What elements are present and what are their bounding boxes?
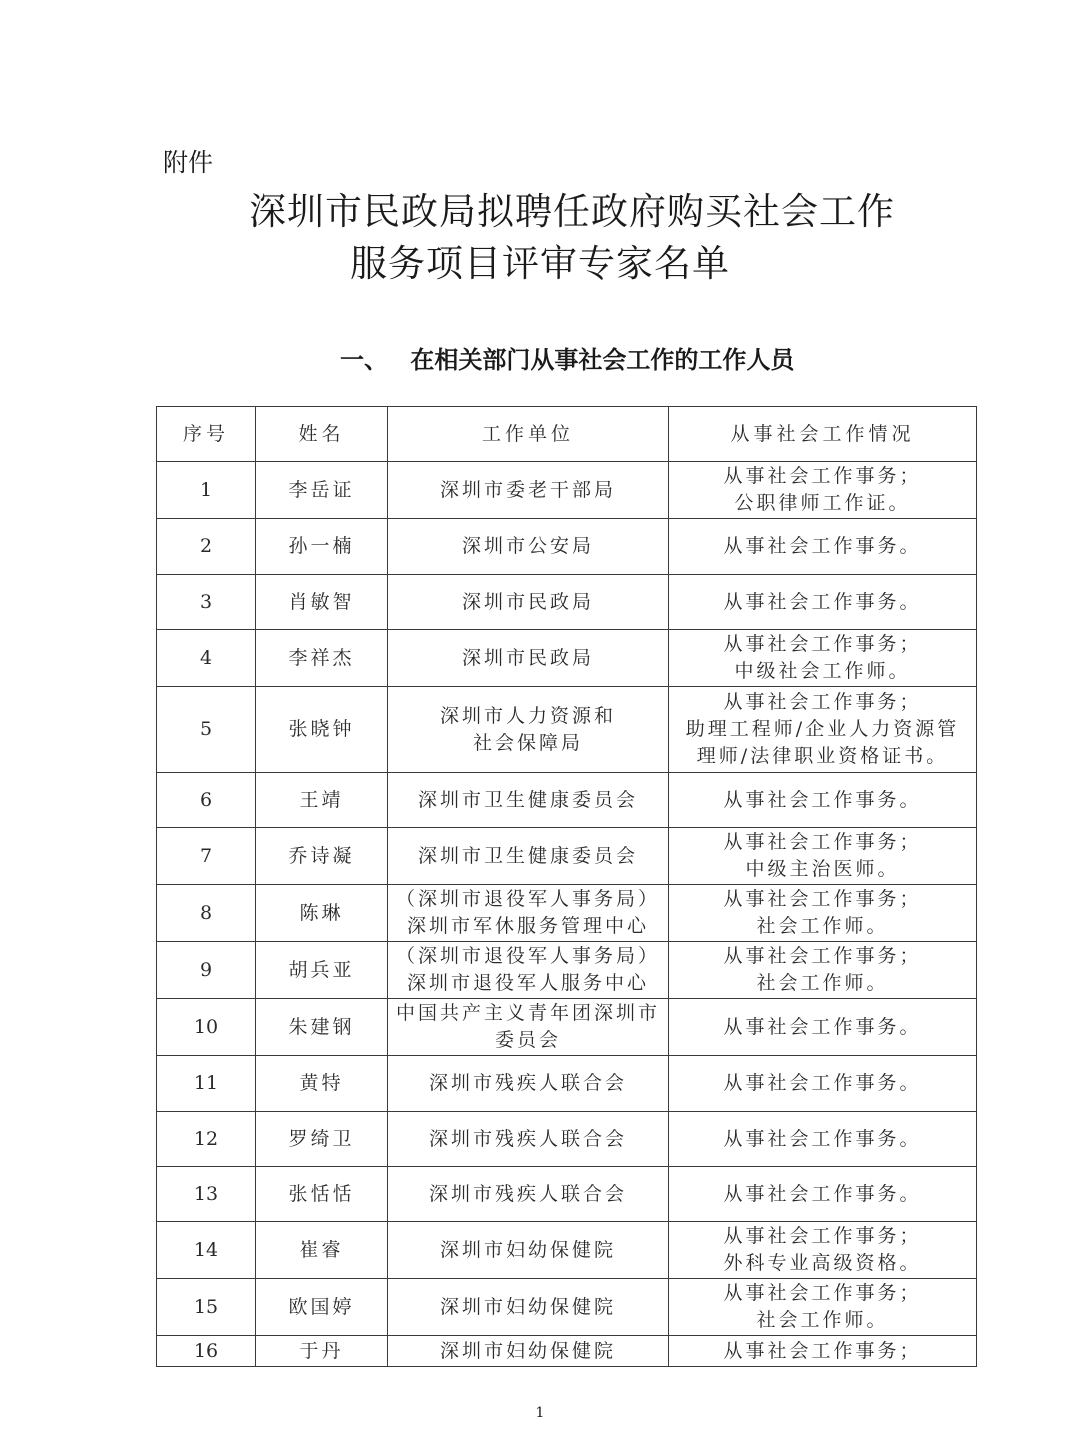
details-line: 从事社会工作事务； <box>723 831 922 853</box>
row-work-unit <box>388 1222 669 1279</box>
table-row <box>157 1056 977 1112</box>
row-social-work-details <box>669 1056 977 1112</box>
row-work-unit <box>388 1112 669 1167</box>
table-row <box>157 462 977 519</box>
row-social-work-details <box>669 575 977 630</box>
details-line: 从事社会工作事务； <box>723 465 922 487</box>
work-unit-line: 深圳市卫生健康委员会 <box>417 788 638 811</box>
details-line: 社会工作师。 <box>756 1309 889 1331</box>
row-work-unit <box>388 1336 669 1367</box>
details-line: 从事社会工作事务； <box>723 1282 922 1304</box>
row-index: 6 <box>157 773 256 828</box>
table-row <box>157 885 977 942</box>
row-social-work-details <box>669 1336 977 1367</box>
row-work-unit <box>388 1167 669 1222</box>
row-social-work-details <box>669 687 977 773</box>
row-index: 15 <box>157 1279 256 1336</box>
row-social-work-details <box>669 999 977 1056</box>
row-name: 孙一楠 <box>256 519 388 575</box>
work-unit-line: 深圳市人力资源和 <box>439 704 616 727</box>
work-unit-line: 深圳市民政局 <box>461 590 594 613</box>
work-unit-line: 深圳市委老干部局 <box>439 478 616 501</box>
attachment-label: 附件 <box>163 148 214 177</box>
row-index: 4 <box>157 630 256 687</box>
section-title: 在相关部门从事社会工作的工作人员 <box>410 346 795 374</box>
row-work-unit <box>388 1279 669 1336</box>
row-index: 1 <box>157 462 256 519</box>
table-row <box>157 575 977 630</box>
work-unit-line: 深圳市军休服务管理中心 <box>406 915 649 937</box>
row-index: 3 <box>157 575 256 630</box>
row-work-unit <box>388 773 669 828</box>
row-name: 于丹 <box>256 1336 388 1367</box>
details-line: 理师/法律职业资格证书。 <box>696 745 949 767</box>
work-unit-line: 深圳市妇幼保健院 <box>439 1238 616 1261</box>
work-unit-line: 委员会 <box>494 1029 561 1051</box>
details-line: 社会工作师。 <box>756 972 889 994</box>
details-line: 从事社会工作事务； <box>723 1225 922 1247</box>
row-work-unit <box>388 828 669 885</box>
row-social-work-details <box>669 519 977 575</box>
row-work-unit <box>388 999 669 1056</box>
details-line: 中级社会工作师。 <box>734 660 911 682</box>
row-name: 王靖 <box>256 773 388 828</box>
table-row <box>157 1279 977 1336</box>
row-social-work-details <box>669 1279 977 1336</box>
work-unit-line: 深圳市卫生健康委员会 <box>417 844 638 867</box>
table-row <box>157 999 977 1056</box>
row-index: 11 <box>157 1056 256 1112</box>
table-row <box>157 773 977 828</box>
row-work-unit <box>388 885 669 942</box>
table-row <box>157 828 977 885</box>
table-body <box>157 462 977 1367</box>
details-line: 从事社会工作事务。 <box>723 590 922 613</box>
header-social-work-details: 从事社会工作情况 <box>669 407 977 462</box>
row-name: 陈琳 <box>256 885 388 942</box>
section-heading <box>340 340 794 375</box>
details-line: 外科专业高级资格。 <box>723 1252 922 1274</box>
table-row <box>157 1222 977 1279</box>
document-title-line-1: 深圳市民政局拟聘任政府购买社会工作 <box>249 190 895 233</box>
row-social-work-details <box>669 1222 977 1279</box>
row-index: 12 <box>157 1112 256 1167</box>
details-line: 从事社会工作事务； <box>723 945 922 967</box>
table-header-row <box>157 407 977 462</box>
table-row <box>157 1112 977 1167</box>
row-work-unit <box>388 1056 669 1112</box>
row-name: 朱建钢 <box>256 999 388 1056</box>
row-index: 8 <box>157 885 256 942</box>
work-unit-line: 深圳市残疾人联合会 <box>428 1182 627 1205</box>
details-line: 从事社会工作事务； <box>723 888 922 910</box>
header-index: 序号 <box>157 407 256 462</box>
row-social-work-details <box>669 1167 977 1222</box>
row-work-unit <box>388 519 669 575</box>
details-line: 从事社会工作事务。 <box>723 535 922 557</box>
row-social-work-details <box>669 630 977 687</box>
row-social-work-details <box>669 773 977 828</box>
page-number: 1 <box>535 1405 545 1421</box>
row-name: 李岳证 <box>256 462 388 519</box>
work-unit-line: 深圳市公安局 <box>461 535 594 557</box>
table-row <box>157 1167 977 1222</box>
row-name: 黄特 <box>256 1056 388 1112</box>
section-number: 一、 <box>340 346 388 374</box>
table-row <box>157 519 977 575</box>
row-index: 13 <box>157 1167 256 1222</box>
row-index: 10 <box>157 999 256 1056</box>
work-unit-line: 深圳市民政局 <box>461 646 594 669</box>
table-row <box>157 630 977 687</box>
details-line: 从事社会工作事务。 <box>723 1015 922 1038</box>
work-unit-line: 深圳市退役军人服务中心 <box>406 972 649 994</box>
details-line: 从事社会工作事务； <box>723 691 922 713</box>
row-work-unit <box>388 630 669 687</box>
row-name: 张晓钟 <box>256 687 388 773</box>
work-unit-line: 深圳市妇幼保健院 <box>439 1295 616 1318</box>
row-work-unit <box>388 575 669 630</box>
details-line: 公职律师工作证。 <box>734 492 911 514</box>
row-index: 5 <box>157 687 256 773</box>
work-unit-line: 中国共产主义青年团深圳市 <box>395 1002 660 1024</box>
work-unit-line: （深圳市退役军人事务局） <box>395 945 660 967</box>
table-row <box>157 687 977 773</box>
details-line: 助理工程师/企业人力资源管 <box>685 718 960 740</box>
work-unit-line: 社会保障局 <box>472 731 583 754</box>
details-line: 从事社会工作事务； <box>723 1339 922 1362</box>
work-unit-line: 深圳市妇幼保健院 <box>439 1339 616 1362</box>
details-line: 从事社会工作事务。 <box>723 1127 922 1150</box>
table-row <box>157 1336 977 1367</box>
row-social-work-details <box>669 885 977 942</box>
row-name: 李祥杰 <box>256 630 388 687</box>
work-unit-line: （深圳市退役军人事务局） <box>395 888 660 910</box>
row-social-work-details <box>669 828 977 885</box>
row-social-work-details <box>669 462 977 519</box>
row-social-work-details <box>669 942 977 999</box>
row-work-unit <box>388 687 669 773</box>
row-work-unit <box>388 942 669 999</box>
header-work-unit: 工作单位 <box>388 407 669 462</box>
row-social-work-details <box>669 1112 977 1167</box>
row-index: 9 <box>157 942 256 999</box>
row-name: 罗绮卫 <box>256 1112 388 1167</box>
details-line: 从事社会工作事务。 <box>723 1182 922 1205</box>
row-index: 7 <box>157 828 256 885</box>
row-name: 肖敏智 <box>256 575 388 630</box>
row-work-unit <box>388 462 669 519</box>
expert-roster-table <box>156 406 977 1367</box>
row-name: 乔诗凝 <box>256 828 388 885</box>
table-row <box>157 942 977 999</box>
row-index: 16 <box>157 1336 256 1367</box>
row-index: 2 <box>157 519 256 575</box>
row-name: 胡兵亚 <box>256 942 388 999</box>
header-name: 姓名 <box>256 407 388 462</box>
row-index: 14 <box>157 1222 256 1279</box>
document-title-line-2: 服务项目评审专家名单 <box>350 242 730 285</box>
details-line: 社会工作师。 <box>756 915 889 937</box>
details-line: 中级主治医师。 <box>745 858 900 880</box>
details-line: 从事社会工作事务； <box>723 633 922 655</box>
work-unit-line: 深圳市残疾人联合会 <box>428 1072 627 1094</box>
work-unit-line: 深圳市残疾人联合会 <box>428 1127 627 1150</box>
row-name: 欧国婷 <box>256 1279 388 1336</box>
row-name: 张恬恬 <box>256 1167 388 1222</box>
row-name: 崔睿 <box>256 1222 388 1279</box>
details-line: 从事社会工作事务。 <box>723 788 922 811</box>
details-line: 从事社会工作事务。 <box>723 1072 922 1094</box>
